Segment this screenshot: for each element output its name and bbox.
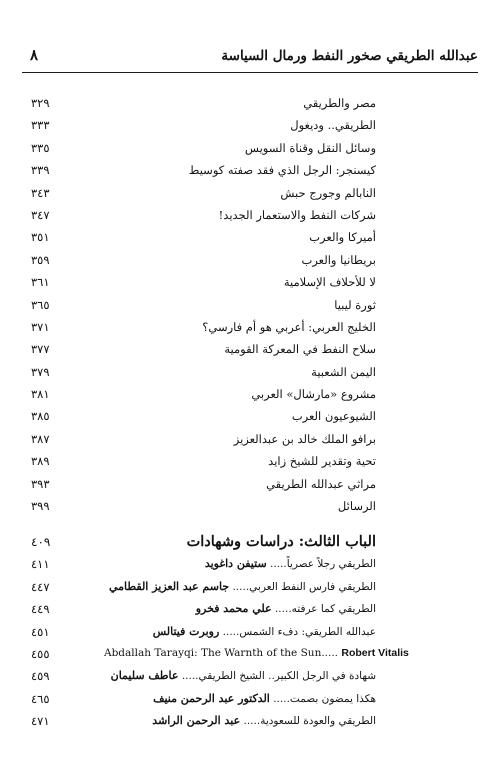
entry-title: مشروع «مارشال» العربي <box>251 387 376 402</box>
entry-text: Abdallah Tarayqi: The Warnth of the Sun..... <box>104 646 339 659</box>
entry-text: عبدالله الطريقي: دفء الشمس..... <box>222 625 376 638</box>
entry-page: ٣٨١ <box>31 387 50 402</box>
entry-page: ٣٣٣ <box>31 118 50 133</box>
entry-title <box>62 646 409 659</box>
entry-page: ٤٥٩ <box>31 669 50 684</box>
entry-author: علي محمد فخرو <box>195 602 272 616</box>
entry-page: ٣٨٧ <box>31 431 50 446</box>
entry-title: سلاح النفط في المعركة القومية <box>224 342 376 357</box>
toc-entry <box>22 669 478 691</box>
section-page: ٤٠٩ <box>31 535 51 550</box>
entry-text: الطريقي كما عرفته..... <box>274 603 376 616</box>
toc-entry <box>22 432 478 454</box>
toc-entry <box>22 625 478 647</box>
entry-title: بريطانيا والعرب <box>301 252 376 267</box>
entry-title <box>62 692 376 705</box>
toc-entry <box>22 557 478 579</box>
entry-title: كيسنجر: الرجل الذي فقد صفته كوسيط <box>188 163 376 178</box>
entry-page: ٣٧١ <box>31 319 50 334</box>
entry-title: لا للأحلاف الإسلامية <box>283 275 376 290</box>
entry-page: ٣٩٩ <box>31 499 50 514</box>
entry-page: ٣٦٥ <box>31 297 50 312</box>
entry-title <box>62 714 376 727</box>
entry-text: شهادة في الرجل الكبير.. الشيخ الطريقي..... <box>181 670 376 683</box>
entry-author: Robert Vitalis <box>341 646 409 659</box>
entry-title: الرسائل <box>337 499 376 514</box>
entry-text: هكذا يمضون بصمت..... <box>273 692 376 705</box>
entry-author: عاطف سليمان <box>110 669 179 683</box>
toc-entry <box>22 118 478 140</box>
running-head-title: عبدالله الطريقي صخور النفط ورمال السياسة <box>221 48 478 64</box>
entry-page: ٤٥١ <box>31 624 50 639</box>
entry-page: ٤١١ <box>31 557 50 572</box>
toc-entry <box>22 342 478 364</box>
entry-title: اليمن الشعبية <box>311 364 376 379</box>
entry-page: ٣٧٧ <box>31 342 50 357</box>
entry-title: وسائل النقل وقناة السويس <box>244 140 376 155</box>
toc-entry <box>22 409 478 431</box>
entry-text: الطريقي والعودة للسعودية..... <box>243 715 376 728</box>
toc-entry <box>22 692 478 714</box>
entry-title: الطريقي.. وديغول <box>290 118 376 133</box>
toc-entry <box>22 387 478 409</box>
entry-page: ٣٤٣ <box>31 185 50 200</box>
toc-entry <box>22 253 478 275</box>
entry-title: أميركا والعرب <box>309 230 376 245</box>
entry-author: جاسم عبد العزيز القطامي <box>108 579 230 593</box>
entry-page: ٣٢٩ <box>31 96 50 110</box>
entry-page: ٣٤٧ <box>31 207 50 222</box>
toc-entry <box>22 298 478 320</box>
entry-page: ٣٥٩ <box>31 252 50 267</box>
entry-page: ٤٤٧ <box>31 579 50 594</box>
entry-author: ستيفن داغويد <box>204 557 267 571</box>
toc-entry <box>22 163 478 185</box>
toc-entry <box>22 141 478 163</box>
entry-title: برافو الملك خالد بن عبدالعزيز <box>233 431 376 446</box>
toc-entry <box>22 580 478 602</box>
entry-title: النابالم وجورج حبش <box>280 185 376 200</box>
entry-title <box>62 557 376 570</box>
entry-title: تحية وتقدير للشيخ زايد <box>268 454 376 469</box>
entry-author: روبرت فيتالس <box>152 624 220 638</box>
entry-page: ٤٥٥ <box>31 646 50 661</box>
toc-entry <box>22 208 478 230</box>
entry-title <box>62 625 376 638</box>
entry-author: عبد الرحمن الراشد <box>152 714 241 728</box>
toc-entry <box>22 275 478 297</box>
entry-title: ثورة ليبيا <box>334 297 376 312</box>
entry-author: الدكتور عبد الرحمن منيف <box>153 691 270 705</box>
entry-page: ٣٧٩ <box>31 364 50 379</box>
entry-title: مصر والطريقي <box>303 96 376 110</box>
entry-page: ٣٩٣ <box>31 476 50 491</box>
toc-entry <box>22 186 478 208</box>
toc-entry <box>22 602 478 624</box>
entry-page: ٤٧١ <box>31 714 50 729</box>
running-header <box>22 44 478 73</box>
toc-entry <box>22 230 478 252</box>
table-of-contents <box>22 96 478 737</box>
entry-page: ٣٨٩ <box>31 454 50 469</box>
entry-title <box>62 669 376 682</box>
entry-page: ٣٨٥ <box>31 409 50 424</box>
toc-entry <box>22 647 478 669</box>
entry-page: ٣٣٥ <box>31 140 50 155</box>
entry-text: الطريقي رجلاً عصرياً..... <box>270 558 376 571</box>
entry-title: الخليج العربي: أعربي هو أم فارسي؟ <box>202 319 376 334</box>
entry-page: ٤٦٥ <box>31 691 50 706</box>
toc-entry <box>22 365 478 387</box>
entry-page: ٣٦١ <box>31 275 50 290</box>
entry-title: شركات النفط والاستعمار الجديد! <box>218 207 376 222</box>
entry-page: ٣٣٩ <box>31 163 50 178</box>
toc-entry <box>22 499 478 521</box>
page-number: ٨ <box>30 46 39 64</box>
entry-title <box>62 580 376 593</box>
toc-entry <box>22 477 478 499</box>
section-heading <box>22 531 478 557</box>
entry-page: ٣٥١ <box>31 230 50 245</box>
toc-entry <box>22 714 478 736</box>
entry-page: ٤٤٩ <box>31 602 50 617</box>
entry-title: مراثي عبدالله الطريقي <box>266 476 376 491</box>
entry-title: الشيوعيون العرب <box>291 409 376 424</box>
toc-entry <box>22 320 478 342</box>
toc-entry <box>22 454 478 476</box>
entry-text: الطريقي فارس النفط العربي..... <box>232 580 376 593</box>
entry-title <box>62 602 376 615</box>
section-title: الباب الثالث: دراسات وشهادات <box>186 533 376 551</box>
toc-entry <box>22 96 478 118</box>
